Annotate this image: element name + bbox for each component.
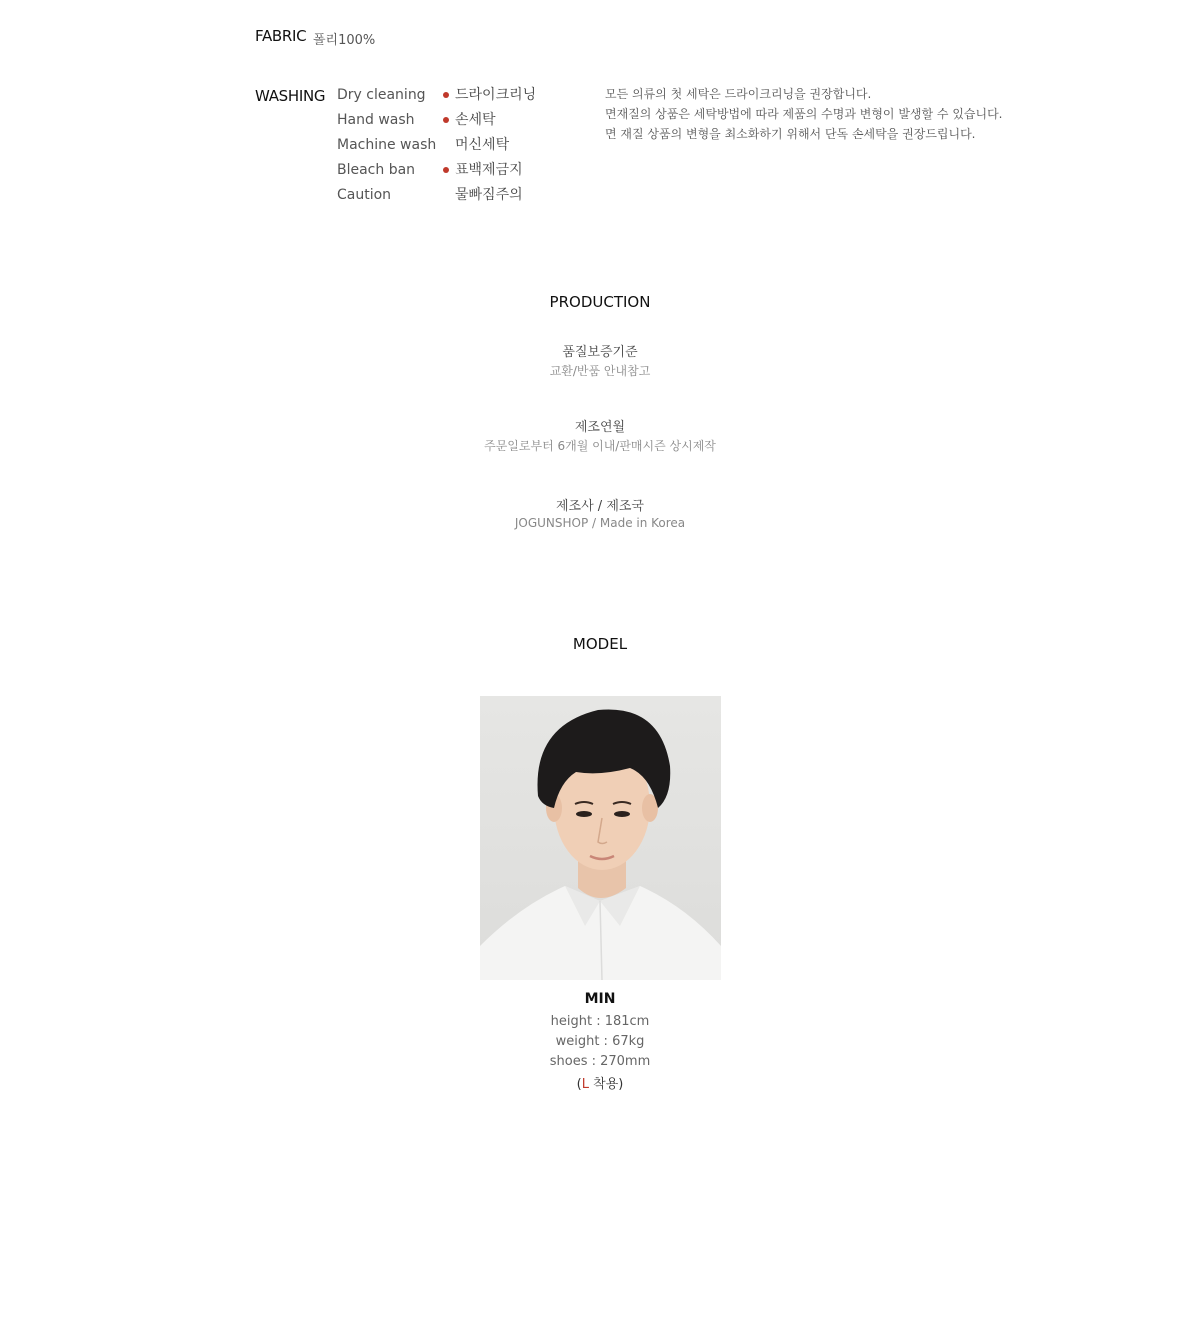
wearing-open: ( [576, 1077, 582, 1092]
model-height: height : 181cm [550, 1014, 650, 1029]
wash-en-item: Machine wash [337, 137, 437, 153]
model-shoes: shoes : 270mm [549, 1054, 651, 1069]
wash-en-item: Hand wash [337, 112, 415, 128]
fabric-value: 폴리100% [313, 33, 376, 48]
model-photo [480, 696, 721, 980]
model-portrait-image [480, 696, 721, 980]
production-key: 제조사 / 제조국 [556, 499, 644, 514]
model-name: MIN [584, 991, 616, 1007]
wash-ko-text: 머신세탁 [455, 137, 510, 153]
wash-en-item: Dry cleaning [337, 87, 426, 103]
wash-ko-text: 손세탁 [455, 112, 496, 128]
wash-ko-item [443, 83, 536, 108]
washing-methods-en [337, 83, 436, 208]
checked-dot-icon [443, 167, 449, 173]
production-key: 품질보증기준 [562, 345, 638, 360]
wash-ko-item [443, 133, 536, 158]
washing-label: WASHING [255, 87, 326, 105]
model-title: MODEL [572, 635, 628, 653]
wash-ko-item [443, 158, 536, 183]
wash-ko-text: 드라이크리닝 [455, 87, 537, 103]
production-value: 교환/반품 안내참고 [549, 364, 651, 378]
model-weight: weight : 67kg [555, 1034, 645, 1049]
wash-en-item: Bleach ban [337, 162, 416, 178]
production-value: 주문일로부터 6개월 이내/판매시즌 상시제작 [484, 439, 716, 453]
wash-ko-text: 표백제금지 [455, 162, 523, 178]
wearing-rest: 착용) [589, 1077, 624, 1092]
washing-notes [605, 84, 1003, 144]
wash-ko-item [443, 108, 536, 133]
production-key: 제조연월 [574, 420, 626, 435]
model-wearing-size [0, 1075, 1200, 1095]
fabric-label: FABRIC [255, 27, 307, 45]
checked-dot-icon [443, 92, 449, 98]
washing-note: 면 재질 상품의 변형을 최소화하기 위해서 단독 손세탁을 권장드립니다. [605, 127, 976, 141]
production-title: PRODUCTION [549, 293, 651, 311]
washing-note: 면재질의 상품은 세탁방법에 따라 제품의 수명과 변형이 발생할 수 있습니다. [605, 107, 1003, 121]
production-value: JOGUNSHOP / Made in Korea [514, 516, 686, 530]
wearing-size: L [581, 1077, 589, 1092]
washing-note: 모든 의류의 첫 세탁은 드라이크리닝을 권장합니다. [605, 87, 872, 101]
wash-ko-item [443, 183, 536, 208]
wash-en-item: Caution [337, 187, 392, 203]
checked-dot-icon [443, 117, 449, 123]
wash-ko-text: 물빠짐주의 [455, 187, 523, 203]
washing-methods-ko [443, 83, 536, 208]
